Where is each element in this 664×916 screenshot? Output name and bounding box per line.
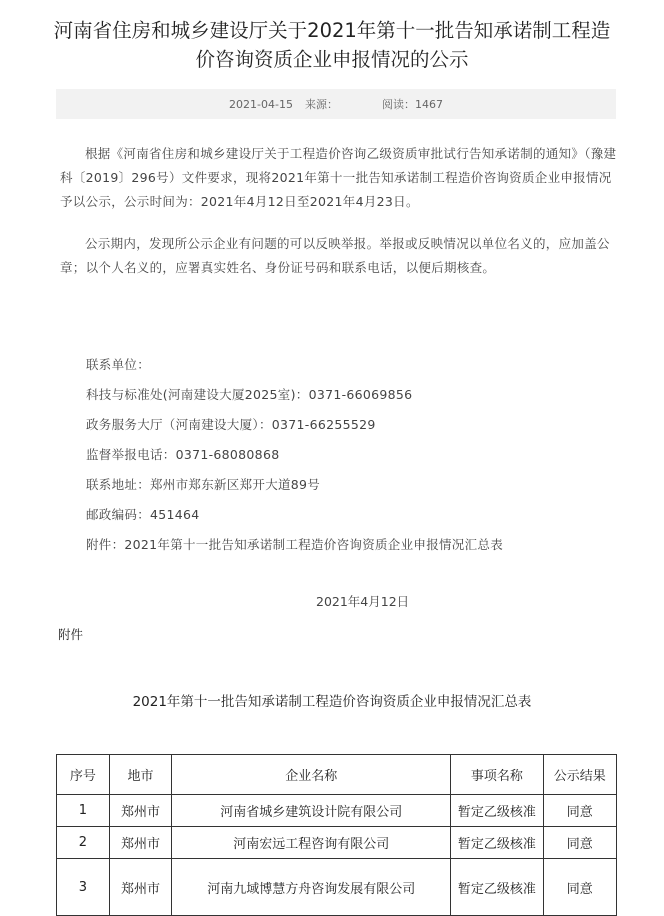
body-paragraph-2: 公示期内，发现所公示企业有问题的可以反映举报。举报或反映情况以单位名义的，应加盖公章；以个人名义的，应署真实姓名、身份证号码和联系电话，以便后期核查。 [60, 236, 610, 275]
contact-unit-label: 联系单位： [86, 357, 151, 372]
cell-result: 同意 [543, 795, 616, 827]
contact-hotline: 监督举报电话：0371-68080868 [86, 447, 280, 462]
view-count: 阅读：1467 [381, 98, 443, 111]
header-result: 公示结果 [543, 755, 616, 795]
cell-item: 暂定乙级核准 [451, 795, 543, 827]
cell-index: 2 [57, 827, 110, 859]
table-row [57, 827, 617, 859]
contact-postcode: 邮政编码：451464 [86, 507, 200, 522]
table-title: 2021年第十一批告知承诺制工程造价咨询资质企业申报情况汇总表 [132, 694, 532, 710]
body-paragraph-1: 根据《河南省住房和城乡建设厅关于工程造价咨询乙级资质审批试行告知承诺制的通知》（豫建科〔2019〕296号）文件要求，现将2021年第十一批告知承诺制工程造价咨询资质企业申报情况予以公示，公示时间为：2021年4月12日至2021年4月23日。 [60, 146, 617, 209]
header-index: 序号 [57, 755, 110, 795]
cell-company: 河南九域博慧方舟咨询发展有限公司 [172, 859, 451, 916]
cell-item: 暂定乙级核准 [451, 859, 543, 916]
publish-date: 2021-04-15 [229, 97, 293, 111]
table-row [57, 859, 617, 916]
attachment-link[interactable]: 附件：2021年第十一批告知承诺制工程造价咨询资质企业申报情况汇总表 [86, 537, 504, 552]
contact-address: 联系地址：郑州市郑东新区郑开大道89号 [86, 477, 321, 492]
page-title: 河南省住房和城乡建设厅关于2021年第十一批告知承诺制工程造价咨询资质企业申报情况的公示 [53, 19, 611, 71]
cell-item: 暂定乙级核准 [451, 827, 543, 859]
cell-company: 河南宏远工程咨询有限公司 [172, 827, 451, 859]
sign-date: 2021年4月12日 [316, 594, 410, 609]
contact-dept-1: 科技与标准处(河南建设大厦2025室)：0371-66069856 [86, 387, 413, 402]
summary-table [56, 754, 617, 916]
cell-result: 同意 [543, 859, 616, 916]
cell-city: 郑州市 [109, 827, 172, 859]
contact-block [86, 350, 626, 560]
cell-index: 3 [57, 859, 110, 916]
cell-result: 同意 [543, 827, 616, 859]
attachment-label: 附件 [58, 627, 84, 642]
header-city: 地市 [109, 755, 172, 795]
cell-index: 1 [57, 795, 110, 827]
header-item: 事项名称 [451, 755, 543, 795]
source-label: 来源： [304, 98, 338, 111]
cell-city: 郑州市 [109, 859, 172, 916]
table-header-row [57, 755, 617, 795]
article-meta-bar [56, 89, 616, 119]
cell-city: 郑州市 [109, 795, 172, 827]
contact-dept-2: 政务服务大厅（河南建设大厦）：0371-66255529 [86, 417, 376, 432]
cell-company: 河南省城乡建筑设计院有限公司 [172, 795, 451, 827]
table-row [57, 795, 617, 827]
header-company: 企业名称 [172, 755, 451, 795]
